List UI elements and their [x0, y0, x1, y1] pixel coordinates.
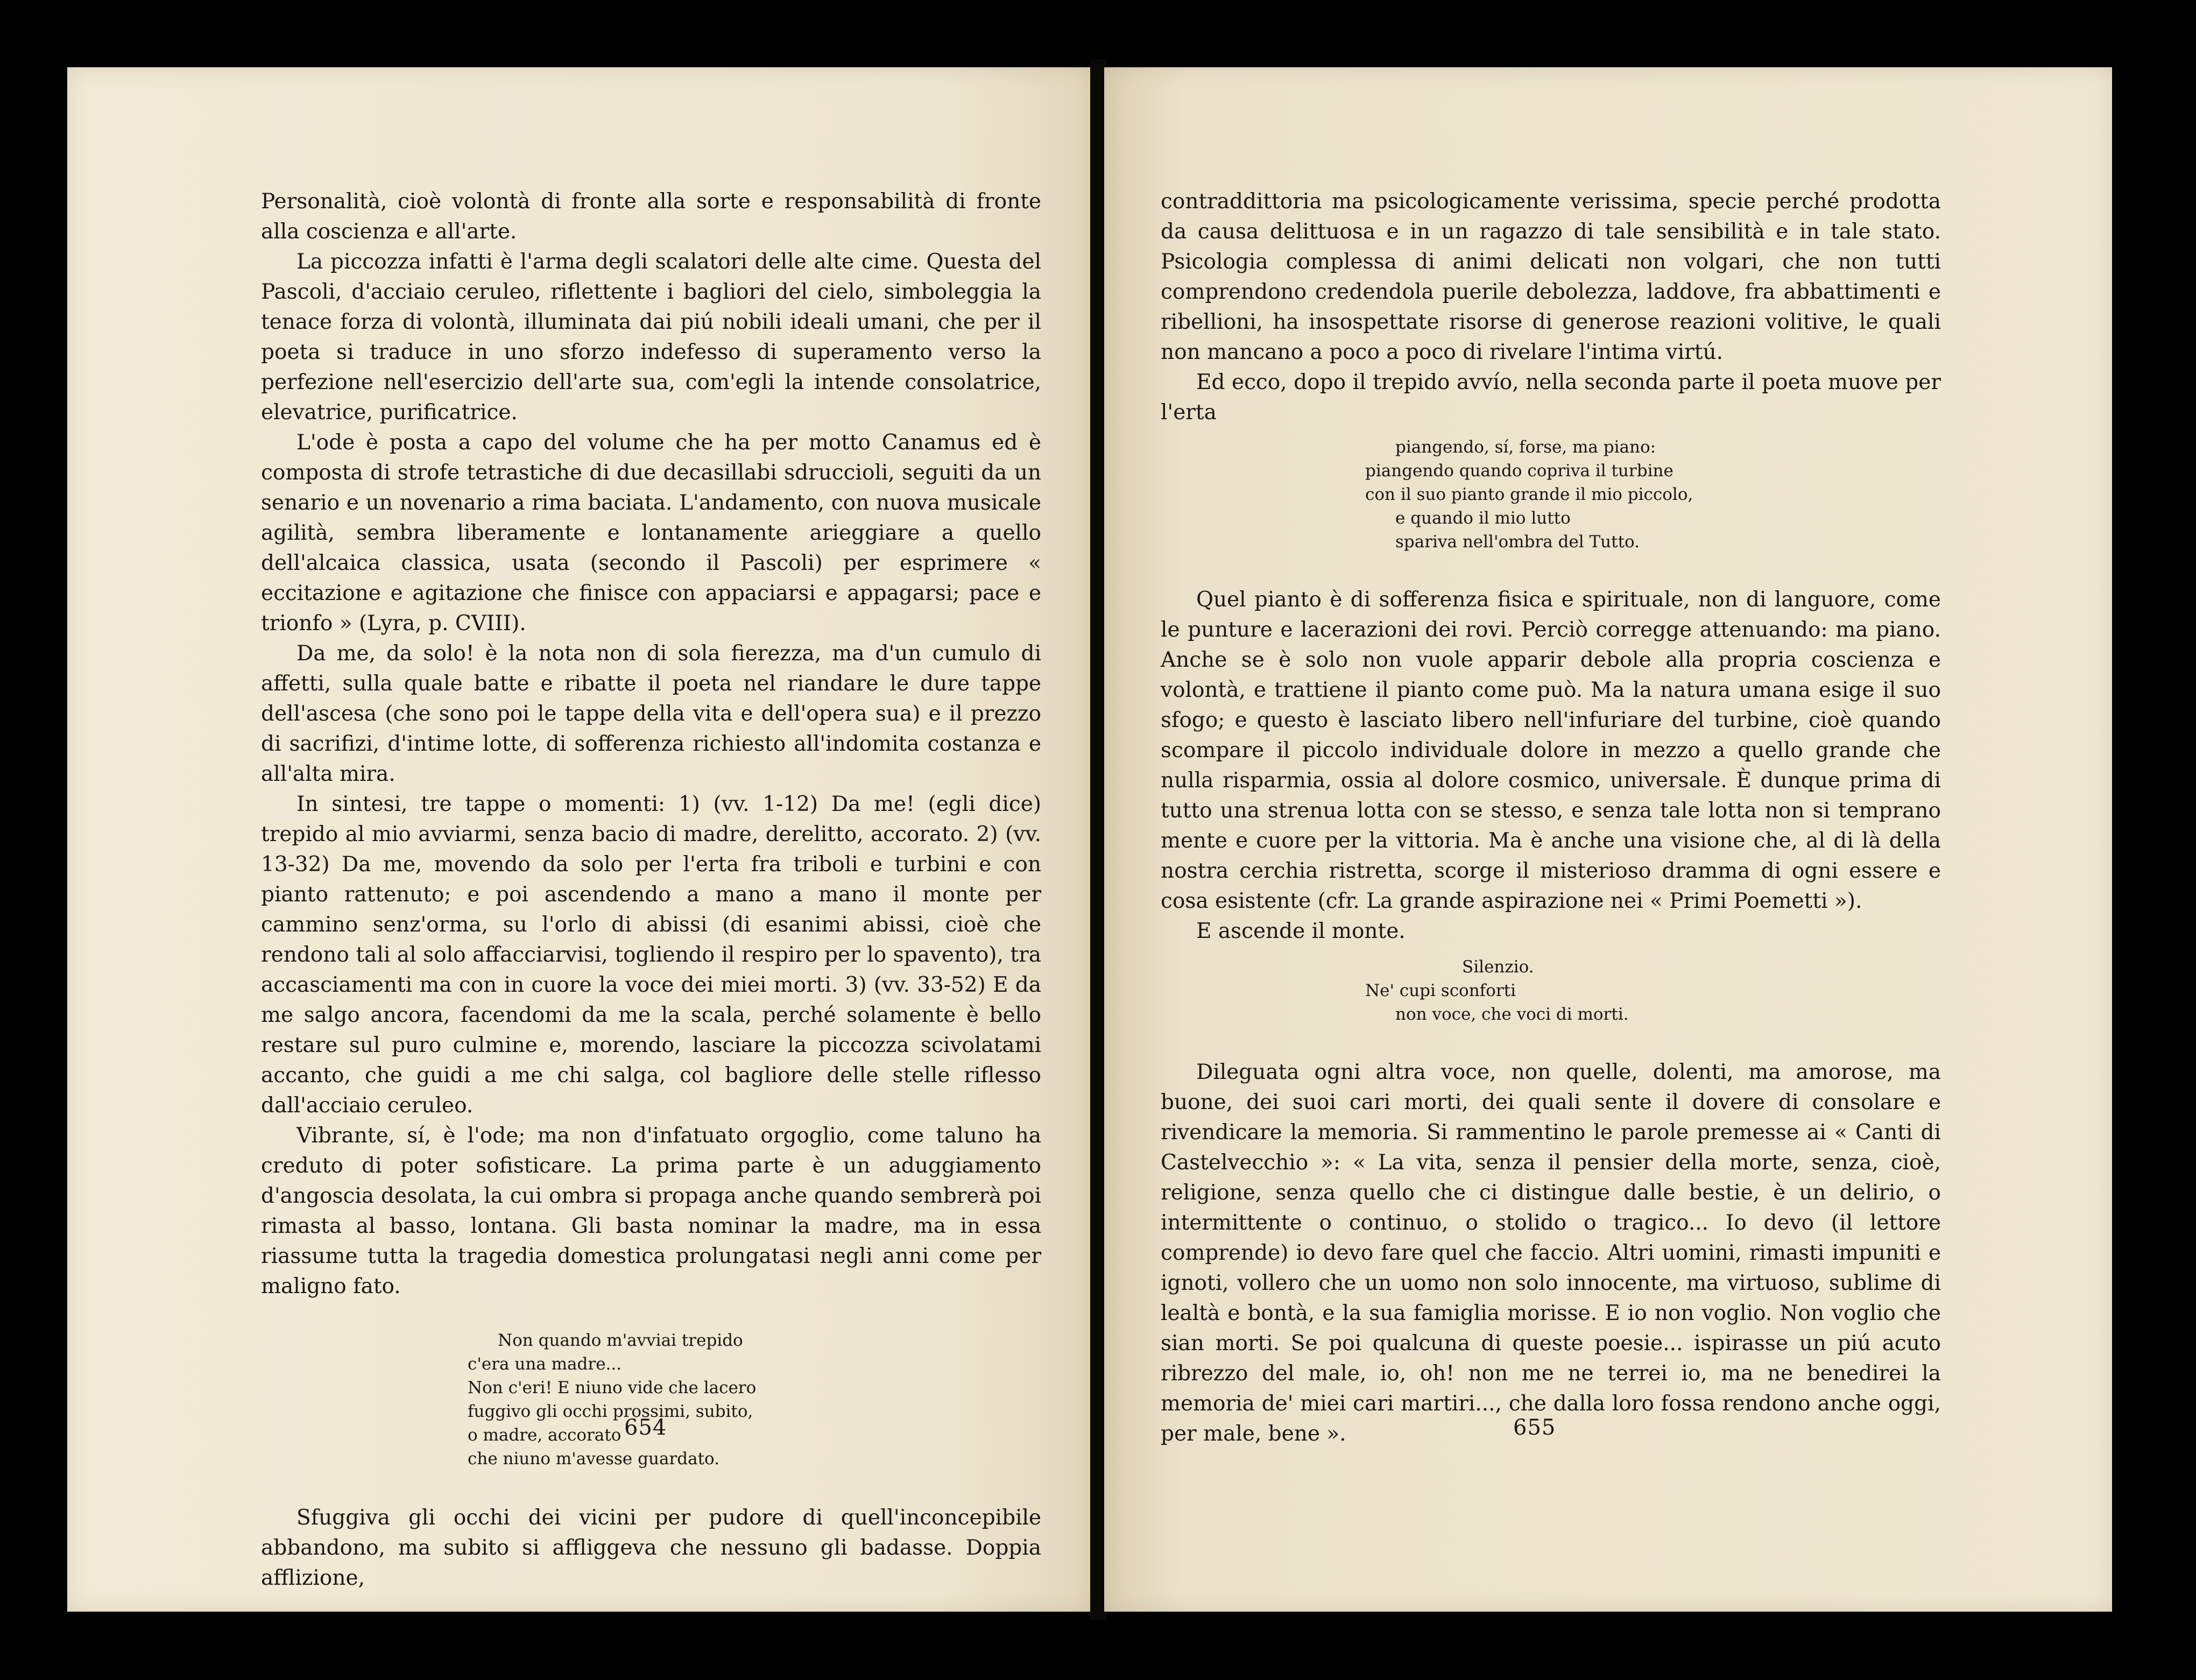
- verse-line: piangendo quando copriva il turbine: [1365, 461, 1674, 481]
- page-number: 655: [1513, 1415, 1556, 1440]
- paragraph: Ed ecco, dopo il trepido avvío, nella seconda parte il poeta muove per l'erta: [1161, 370, 1941, 425]
- right-page: [1104, 67, 2112, 1612]
- paragraph: Quel pianto è di sofferenza fisica e spirituale, non di languore, come le punture e lacerazioni dei rovi. Perciò corregge attenuando: ma piano. Anche se è solo non vuole apparir debole alla propria coscienza e volontà, e trattiene il pianto come può. Ma la natura umana esige il suo sfogo; e questo è lasciato libero nell'infuriare del turbine, cioè quando scompare il piccolo individuale dolore in mezzo a quello grande che nulla risparmia, ossia al dolore cosmico, universale. È dunque prima di tutto una strenua lotta con se stesso, e senza tale lotta non si temprano mente e cuore per la vittoria. Ma è anche una visione che, al di là della nostra cerchia ristretta, scorge il misterioso dramma di ogni essere e cosa esistente (cfr. La grande aspirazione nei « Primi Poemetti »).: [1161, 588, 1941, 913]
- verse-line: spariva nell'ombra del Tutto.: [1395, 532, 1640, 552]
- paragraph: Personalità, cioè volontà di fronte alla sorte e responsabilità di fronte alla coscienza e all'arte.: [261, 189, 1041, 244]
- verse-line: Non c'eri! E niuno vide che lacero: [468, 1378, 757, 1397]
- page-number: 654: [624, 1415, 667, 1440]
- verse-line: Ne' cupi sconforti: [1365, 981, 1516, 1000]
- verse-quote: [1365, 435, 1941, 554]
- verse-line: che niuno m'avesse guardato.: [468, 1449, 719, 1469]
- verse-line: con il suo pianto grande il mio piccolo,: [1365, 485, 1693, 504]
- verse-line: c'era una madre...: [468, 1354, 622, 1374]
- paragraph: L'ode è posta a capo del volume che ha per motto Canamus ed è composta di strofe tetrastiche di due decasillabi sdruccioli, seguiti da un senario e un novenario a rima baciata. L'andamento, con nuova musicale agilità, sembra liberamente e lontanamente arieggiare a quello dell'alcaica classica, usata (secondo il Pascoli) per esprimere « eccitazione e agitazione che finisce con appaciarsi e appagarsi; pace e trionfo » (Lyra, p. CVIII).: [261, 430, 1041, 636]
- paragraph: E ascende il monte.: [1196, 919, 1406, 943]
- paragraph: In sintesi, tre tappe o momenti: 1) (vv. 1-12) Da me! (egli dice) trepido al mio avviarmi, senza bacio di madre, derelitto, accorato. 2) (vv. 13-32) Da me, movendo da solo per l'erta fra triboli e turbini e con pianto rattenuto; e poi ascendendo a mano a mano il monte per cammino senz'orma, su l'orlo di abissi (di esanimi abissi, cioè che rendono tali al solo affacciarvisi, togliendo il respiro per lo spavento), tra accasciamenti ma con in cuore la voce dei miei morti. 3) (vv. 33-52) E da me salgo ancora, facendomi da me la scala, perché solamente è bello restare sul puro culmine e, morendo, lasciare la piccozza scivolatami accanto, che guidi a me chi salga, col bagliore delle stelle riflesso dall'acciaio ceruleo.: [261, 792, 1041, 1118]
- verse-line: o madre, accorato: [468, 1425, 622, 1445]
- paragraph: Dileguata ogni altra voce, non quelle, dolenti, ma amorose, ma buone, dei suoi cari morti, dei quali sente il dovere di consolare e rivendicare la memoria. Si rammentino le parole premesse ai « Canti di Castelvecchio »: « La vita, senza il pensier della morte, senza, cioè, religione, senza quello che ci distingue dalle bestie, è un delirio, o intermittente o continuo, o stolido o tragico... Io devo (il lettore comprende) io devo fare quel che faccio. Altri uomini, rimasti impuniti e ignoti, vollero che un uomo non solo innocente, ma virtuoso, sublime di lealtà e bontà, e la sua famiglia morisse. E io non voglio. Non voglio che sian morti. Se poi qualcuna di queste poesie... ispirasse un piú acuto ribrezzo del male, io, oh! non me ne terrei io, ma ne benedirei la memoria de' miei cari martiri..., che dalla loro fossa rendono anche oggi, per male, bene ».: [1161, 1060, 1941, 1446]
- verse-line: e quando il mio lutto: [1395, 509, 1571, 528]
- left-page: [67, 67, 1092, 1612]
- verse-quote: [468, 1329, 1041, 1471]
- verse-line: piangendo, sí, forse, ma piano:: [1395, 437, 1656, 457]
- paragraph: Da me, da solo! è la nota non di sola fierezza, ma d'un cumulo di affetti, sulla quale batte e ribatte il poeta nel riandare le dure tappe dell'ascesa (che sono poi le tappe della vita e dell'opera sua) e il prezzo di sacrifizi, d'intime lotte, di sofferenza richiesto all'indomita costanza e all'alta mira.: [261, 641, 1041, 786]
- verse-line: Silenzio.: [1462, 957, 1534, 977]
- paragraph: contraddittoria ma psicologicamente verissima, specie perché prodotta da causa delittuosa e in un ragazzo di tale sensibilità e in tale stato. Psicologia complessa di animi delicati non volgari, che non tutti comprendono credendola puerile debolezza, laddove, fra abbattimenti e ribellioni, ha insospettate risorse di generose reazioni volitive, le quali non mancano a poco a poco di rivelare l'intima virtú.: [1161, 189, 1941, 364]
- paragraph: Vibrante, sí, è l'ode; ma non d'infatuato orgoglio, come taluno ha creduto di poter sofisticare. La prima parte è un aduggiamento d'angoscia desolata, la cui ombra si propaga anche quando sembrerà poi rimasta al basso, lontana. Gli basta nominar la madre, ma in essa riassume tutta la tragedia domestica prolungatasi negli anni come per maligno fato.: [261, 1124, 1041, 1298]
- verse-line: Non quando m'avviai trepido: [498, 1331, 743, 1350]
- paragraph: Sfuggiva gli occhi dei vicini per pudore di quell'inconcepibile abbandono, ma subito si affliggeva che nessuno gli badasse. Doppia afflizione,: [261, 1506, 1041, 1590]
- paragraph: La piccozza infatti è l'arma degli scalatori delle alte cime. Questa del Pascoli, d'acciaio ceruleo, riflettente i bagliori del cielo, simboleggia la tenace forza di volontà, illuminata dai piú nobili ideali umani, che per il poeta si traduce in uno sforzo indefesso di superamento verso la perfezione nell'esercizio dell'arte sua, com'egli la intende consolatrice, elevatrice, purificatrice.: [261, 250, 1041, 425]
- left-text-block: [261, 187, 1041, 1593]
- verse-line: fuggivo gli occhi prossimi, subito,: [468, 1402, 753, 1421]
- right-text-block: [1161, 187, 1941, 1449]
- verse-quote: [1365, 955, 1941, 1026]
- verse-line: non voce, che voci di morti.: [1395, 1005, 1629, 1024]
